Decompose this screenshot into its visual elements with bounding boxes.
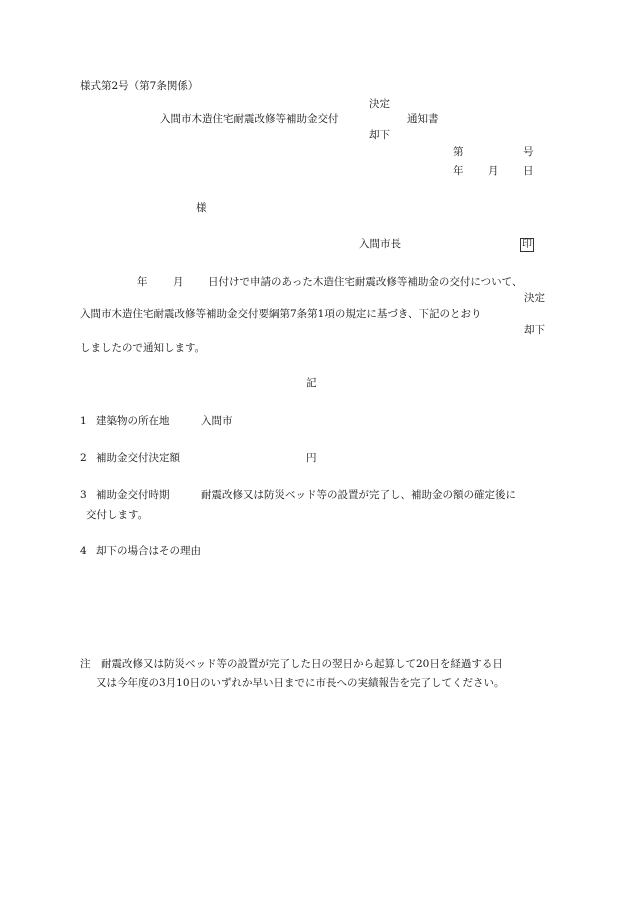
date-month: 月 [488,165,499,177]
note-line-1: 耐震改修又は防災ベッド等の設置が完了した日の翌日から起算して20日を経過する日 [101,658,503,670]
item-2-label: 補助金交付決定額 [96,452,180,464]
body-year: 年 [137,276,148,288]
seal-mark: 印 [522,239,532,250]
body-line-2: 入間市木造住宅耐震改修等補助金交付要綱第7条第1項の規定に基づき、下記のとおり [80,308,482,320]
title-option-decision: 決定 [369,98,390,110]
form-id: 様式第2号（第7条関係） [80,80,199,92]
item-3-number: 3 [80,489,87,501]
item-1-number: 1 [80,415,87,427]
item-1-label: 建築物の所在地 [96,415,170,427]
addressee-suffix: 様 [196,202,207,214]
body-option-rejection: 却下 [524,324,545,336]
body-option-decision: 決定 [524,292,545,304]
ki-heading: 記 [306,377,317,389]
body-line-1: 日付けで申請のあった木造住宅耐震改修等補助金の交付について、 [208,276,523,288]
item-4-label: 却下の場合はその理由 [96,545,201,557]
item-3-label: 補助金交付時期 [96,489,170,501]
item-1-value: 入間市 [201,415,233,427]
date-year: 年 [453,165,464,177]
number-suffix: 号 [523,146,534,158]
title-suffix: 通知書 [407,113,439,125]
body-month: 月 [173,276,184,288]
issuer-name: 入間市長 [359,238,401,250]
date-day: 日 [523,165,534,177]
item-2-number: 2 [80,452,87,464]
number-prefix: 第 [453,146,464,158]
title-option-rejection: 却下 [369,129,390,141]
document-title: 入間市木造住宅耐震改修等補助金交付 [160,113,339,125]
note-label: 注 [80,658,91,670]
item-3-continuation: 交付します。 [86,509,149,521]
item-2-value: 円 [306,452,317,464]
note-line-2: 又は今年度の3月10日のいずれか早い日までに市長への実績報告を完了してください。 [96,677,505,689]
body-line-3: しましたので通知します。 [80,342,206,354]
item-3-value: 耐震改修又は防災ベッド等の設置が完了し、補助金の額の確定後に [201,489,516,501]
item-4-number: 4 [80,545,87,557]
